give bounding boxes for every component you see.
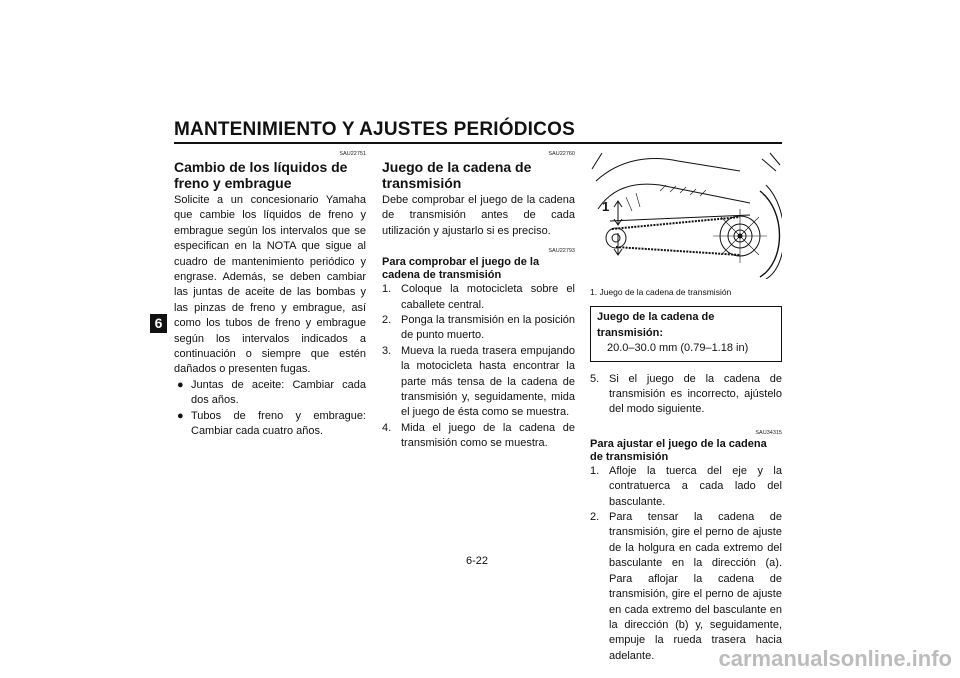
list-item: 4. Mida el juego de la cadena de transmisión como se muestra. (382, 421, 575, 450)
watermark: carmanualsonline.info (718, 646, 952, 671)
list-item: ● Juntas de aceite: Cambiar cada dos años. (177, 378, 366, 407)
header-rule (174, 142, 782, 144)
section-heading: Juego de la cadena de transmisión (382, 159, 532, 191)
bullet-list (174, 378, 366, 440)
spec-title: Juego de la cadena de transmisión: (597, 311, 715, 339)
step-list (590, 464, 782, 664)
step-list (382, 282, 575, 451)
list-item: 2. Para tensar la cadena de transmisión, gire el perno de ajuste de la holgura en cada extremo del basculante en la dirección (a). Para aflojar la cadena de transmisión, gire el perno de ajuste en cada extremo del basculante en la dirección (b) y, seguidamente, empuje la rueda trasera hacia adelante. (590, 511, 782, 662)
section-code: SAU34315 (755, 429, 782, 436)
subheading: Para ajustar el juego de la cadena de transmisión (590, 437, 767, 463)
step-list (590, 372, 782, 418)
list-item: 5. Si el juego de la cadena de transmisión es incorrecto, ajústelo del modo siguiente. (590, 372, 782, 416)
page-title: MANTENIMIENTO Y AJUSTES PERIÓDICOS (174, 119, 575, 140)
bullet-icon: ● (177, 378, 184, 391)
list-item: 3. Mueva la rueda trasera empujando la motocicleta hasta encontrar la parte más tensa de la cadena de transmisión y, seguidamente, mida el juego de ésta como se muestra. (382, 344, 575, 419)
page-number: 6-22 (466, 555, 489, 567)
section-heading: Cambio de los líquidos de freno y embrague (174, 159, 348, 191)
figure-caption: 1. Juego de la cadena de transmisión (590, 287, 732, 298)
figure-callout: 1 (602, 199, 610, 214)
section-tab: 6 (150, 314, 167, 333)
bullet-icon: ● (177, 409, 184, 422)
list-item: 2. Ponga la transmisión en la posición de punto muerto. (382, 314, 575, 342)
spec-box (590, 306, 782, 361)
section-code: SAU22793 (548, 248, 575, 255)
right-column (590, 151, 782, 664)
body-text: Debe comprobar el juego de la cadena de transmisión antes de cada utilización y ajustarlo si es preciso. (382, 194, 575, 237)
left-column (174, 151, 366, 440)
chain-slack-illustration (590, 151, 782, 279)
subheading: Para comprobar el juego de la cadena de transmisión (382, 256, 540, 282)
list-item: ● Tubos de freno y embrague: Cambiar cada cuatro años. (177, 409, 366, 438)
list-item: 1. Afloje la tuerca del eje y la contratuerca a cada lado del basculante. (590, 464, 782, 508)
body-text: Solicite a un concesionario Yamaha que cambie los líquidos de freno y embrague según los intervalos que se especifican en la NOTA que sigue al cuadro de mantenimiento periódico y engrase. Además, se deben cambiar las juntas de aceite de las bombas y las pinzas de freno y embrague, así como los tubos de freno y embrague según los intervalos indicados a continuación o siempre que estén dañados o presenten fugas. (174, 194, 366, 376)
section-code: SAU22760 (548, 151, 575, 157)
list-item: 1. Coloque la motocicleta sobre el caballete central. (382, 283, 575, 311)
spec-value: 20.0–30.0 mm (0.79–1.18 in) (607, 342, 749, 355)
middle-column (382, 151, 575, 452)
section-code: SAU22751 (339, 151, 366, 157)
